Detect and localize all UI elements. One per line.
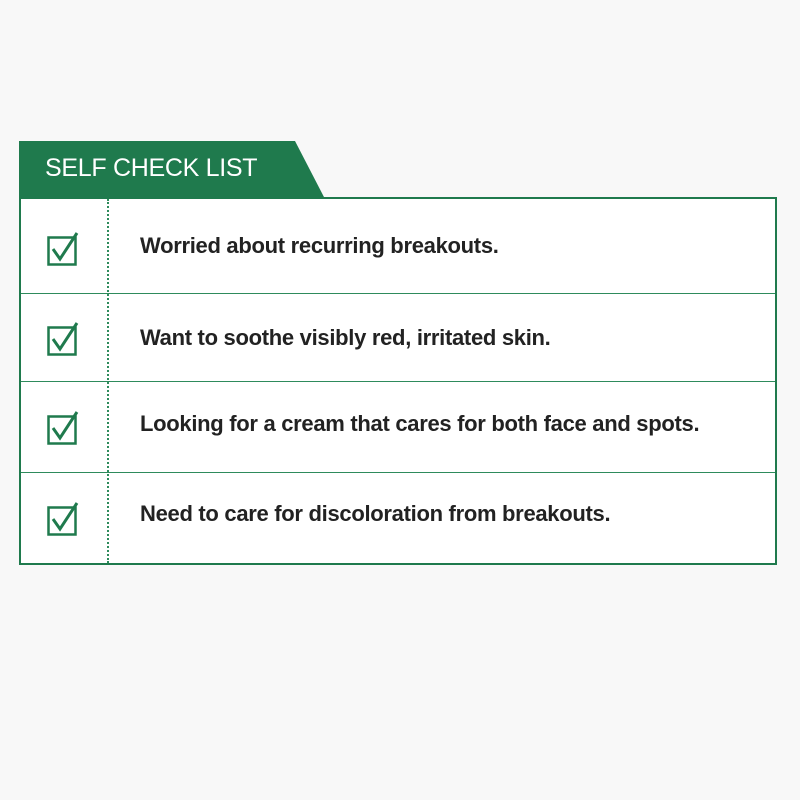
self-check-list	[19, 141, 777, 565]
checklist-row	[21, 472, 775, 564]
checklist-item-text: Worried about recurring breakouts.	[140, 233, 499, 258]
checklist-item-text: Looking for a cream that cares for both face and spots.	[140, 411, 700, 436]
checklist-row	[21, 293, 775, 382]
checked-checkbox-icon[interactable]	[47, 322, 79, 356]
checked-checkbox-icon[interactable]	[47, 232, 79, 266]
checklist-row	[21, 199, 775, 293]
checklist-item-text: Need to care for discoloration from breakouts.	[140, 501, 611, 526]
checklist-title: SELF CHECK LIST	[45, 154, 258, 182]
checklist-box	[19, 197, 777, 565]
checked-checkbox-icon[interactable]	[47, 411, 79, 445]
header-tab	[19, 141, 325, 199]
checklist-item-text: Want to soothe visibly red, irritated skin.	[140, 325, 551, 350]
checklist-row	[21, 381, 775, 473]
checked-checkbox-icon[interactable]	[47, 502, 79, 536]
